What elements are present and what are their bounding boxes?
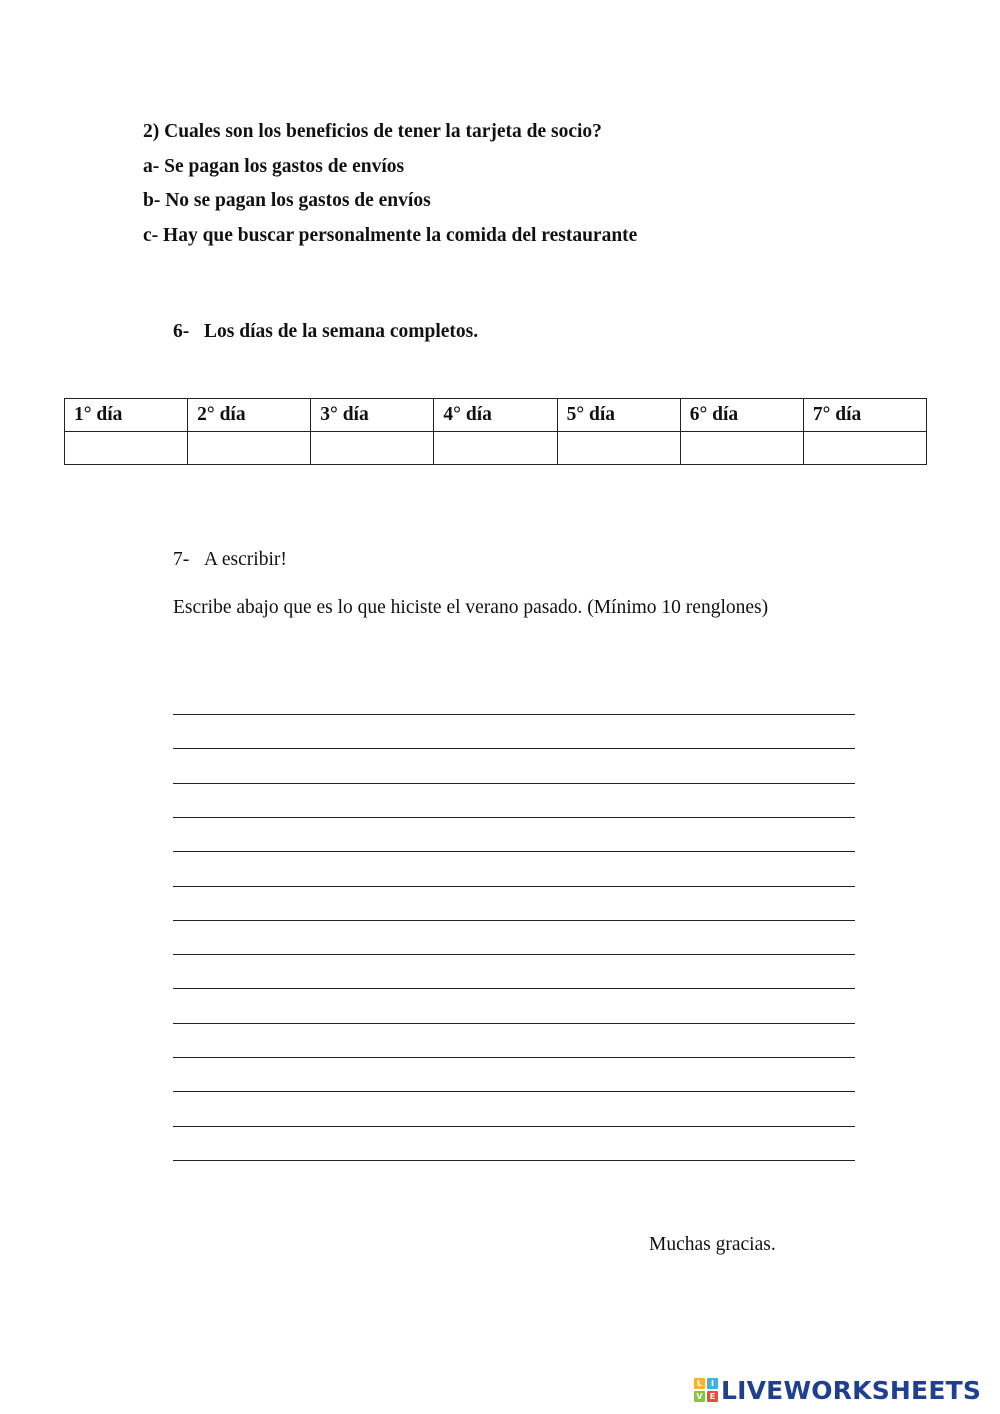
section-6-heading [173, 320, 478, 344]
days-table-header-row [65, 399, 927, 432]
days-table [64, 398, 927, 465]
day-1-header: 1° día [65, 399, 188, 432]
writing-line[interactable] [173, 988, 855, 989]
day-3-answer-cell[interactable] [311, 432, 434, 465]
section-7-title: A escribir! [204, 549, 287, 570]
day-2-answer-cell[interactable] [188, 432, 311, 465]
liveworksheets-logo [694, 1376, 981, 1404]
day-1-answer-cell[interactable] [65, 432, 188, 465]
closing-text: Muchas gracias. [649, 1234, 776, 1255]
question-2-title: 2) Cuales son los beneficios de tener la tarjeta de socio? [143, 121, 602, 142]
question-2-option-b: b- No se pagan los gastos de envíos [143, 190, 431, 211]
writing-line[interactable] [173, 1126, 855, 1127]
writing-line[interactable] [173, 783, 855, 784]
day-7-answer-cell[interactable] [803, 432, 926, 465]
day-3-header: 3° día [311, 399, 434, 432]
liveworksheets-logo-text: LIVEWORKSHEETS [721, 1375, 982, 1405]
day-5-header: 5° día [557, 399, 680, 432]
writing-line[interactable] [173, 748, 855, 749]
writing-line[interactable] [173, 714, 855, 715]
question-2-option-a: a- Se pagan los gastos de envíos [143, 156, 405, 177]
writing-line[interactable] [173, 954, 855, 955]
logo-mark-letter: V [694, 1391, 705, 1402]
writing-line[interactable] [173, 1023, 855, 1024]
writing-line[interactable] [173, 1057, 855, 1058]
section-7-instruction: Escribe abajo que es lo que hiciste el verano pasado. (Mínimo 10 renglones) [173, 597, 769, 618]
day-4-header: 4° día [434, 399, 557, 432]
section-7-number: 7- [173, 549, 190, 570]
writing-line[interactable] [173, 817, 855, 818]
writing-line[interactable] [173, 851, 855, 852]
writing-line[interactable] [173, 886, 855, 887]
section-6-number: 6- [173, 321, 190, 342]
writing-line[interactable] [173, 920, 855, 921]
day-4-answer-cell[interactable] [434, 432, 557, 465]
logo-mark-letter: E [707, 1391, 718, 1402]
logo-mark-letter: I [707, 1378, 718, 1389]
writing-line[interactable] [173, 1160, 855, 1161]
day-5-answer-cell[interactable] [557, 432, 680, 465]
day-6-answer-cell[interactable] [680, 432, 803, 465]
section-6-title: Los días de la semana completos. [204, 321, 479, 342]
logo-mark-letter: L [694, 1378, 705, 1389]
day-7-header: 7° día [803, 399, 926, 432]
liveworksheets-logo-icon [694, 1378, 718, 1402]
question-2-option-c: c- Hay que buscar personalmente la comida del restaurante [143, 225, 638, 246]
days-table-answer-row [65, 432, 927, 465]
writing-line[interactable] [173, 1091, 855, 1092]
day-6-header: 6° día [680, 399, 803, 432]
day-2-header: 2° día [188, 399, 311, 432]
section-7-heading [173, 548, 287, 572]
